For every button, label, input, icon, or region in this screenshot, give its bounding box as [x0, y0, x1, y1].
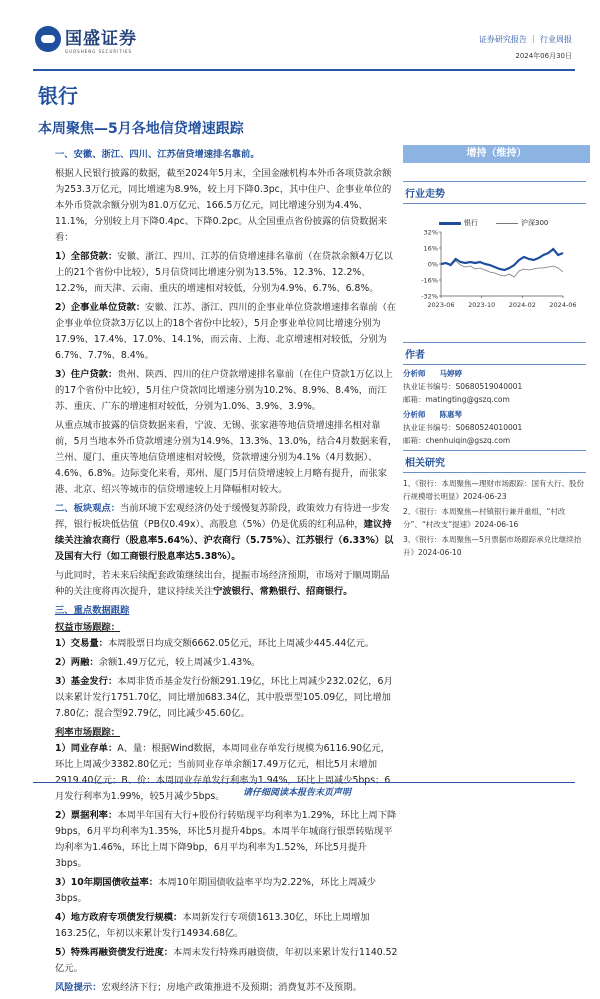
authors-list [403, 367, 590, 447]
section-1-cities: 从重点城市披露的信贷数据来看，宁波、无锡、张家港等地信贷增速排名相对靠前，5月当地本外币贷款增速分别为14.9%、13.3%、13.0%，结合4月数据来看，兰州、厦门、重庆等地信贷增速相对较慢，贷款增速分别为4.1%（4月数据）、4.6%、6.8%。边际变化来看，郑州、厦门5月信贷增速较上月略有提升，而张家港、北京、绍兴等城市的信贷增速较上月降幅相对较大。 [55, 420, 398, 495]
report-date: 2024年06月30日 [515, 52, 572, 60]
section-2-recommendation: 建议持续关注渝农商行（股息率5.64%）、沪农商行（5.75%）、江苏银行（6.33%）以及国有大行（如工商银行股息率达5.38%）。 [55, 519, 394, 562]
x-tick-label: 2023-06 [427, 301, 455, 308]
rate-item [55, 910, 398, 942]
rate-item-label: 1）同业存单： [55, 743, 118, 754]
equity-item-text: 余额1.49万亿元，较上周减少1.43%。 [98, 657, 261, 668]
section-2-label: 二、板块观点： [55, 503, 121, 514]
sidebar [403, 145, 590, 561]
loan-item-label: 2）企事业单位贷款： [55, 302, 146, 313]
chart-legend [439, 218, 590, 228]
related-report[interactable]: 1、《银行：本周聚焦—理财市场跟踪：国有大行、股份行规模增长明显》2024-06-23 [403, 479, 585, 501]
equity-item-text: 本周股票日均成交额6662.05亿元，环比上周减少445.44亿元。 [107, 638, 375, 649]
rate-item [55, 808, 398, 872]
rates-heading: 利率市场跟踪： [55, 727, 121, 738]
rate-item-text: 本周10年期国债收益率平均为2.22%，环比上周减少3bps。 [55, 877, 377, 904]
loan-item [55, 367, 398, 415]
loan-item [55, 300, 398, 364]
rating-badge: 增持（维持） [403, 145, 590, 163]
section-2-more-text: 与此同时，若未来后续配套政策继续出台，提振市场经济预期，市场对于顺周期品种的关注度将再次提升，建议持续关注 [55, 570, 390, 597]
industry-name: 银行 [38, 84, 78, 108]
risk-text: 宏观经济下行；房地产政策推进不及预期；消费复苏不及预期。 [101, 982, 362, 993]
equity-item [55, 655, 398, 671]
loan-item [55, 249, 398, 297]
x-tick-label: 2024-02 [508, 301, 536, 308]
equity-item-label: 1）交易量： [55, 638, 108, 649]
equity-item-text: 本周非货币基金发行份额291.19亿，环比上周减少232.02亿，6月以来累计发行1751.70亿，同比增加683.34亿，其中股票型105.09亿，同比增加7.80亿；混合型92.79亿，同比减少45.60亿。 [55, 676, 393, 719]
logo-subtext: GUOSHENG SECURITIES [65, 49, 133, 54]
rate-item-text: 本周新发行专项债1613.30亿，环比上周增加163.25亿，年初以来累计发行14934.68亿。 [55, 912, 370, 939]
logo-icon [35, 26, 61, 52]
loan-item-label: 1）全部贷款： [55, 251, 118, 262]
author-cert: 执业证书编号：S0680524010001 [403, 423, 523, 432]
author-role: 分析师 [403, 410, 426, 419]
rate-item-label: 5）特殊再融资债发行进度： [55, 947, 174, 958]
y-tick-label: 32% [423, 228, 438, 237]
related-report[interactable]: 3、《银行：本周聚焦—5月票据市场跟踪承兑比继续抬升》2024-06-10 [403, 535, 582, 557]
y-tick-label: -32% [421, 292, 438, 301]
footer-divider [33, 782, 575, 783]
company-logo [35, 24, 137, 54]
footer-disclaimer: 请仔细阅读本报告末页声明 [243, 788, 352, 798]
report-title: 本周聚焦—5月各地信贷增速跟踪 [38, 121, 244, 137]
x-tick-label: 2024-06 [549, 301, 577, 308]
section-2-more-picks: 宁波银行、常熟银行、招商银行。 [213, 586, 353, 597]
equity-heading: 权益市场跟踪： [55, 622, 121, 633]
series-line-bank [441, 249, 563, 270]
author-name-row [403, 367, 590, 380]
y-tick-label: -16% [421, 276, 438, 285]
loan-item-text: 安徽、江苏、浙江、四川的企事业单位贷款增速排名靠前（在企事业单位贷款3万亿以上的18个省份中比较），5月企事业单位同比增速分别为17.9%、17.4%、17.0%、14.1%，而云南、上海、北京增速相对较低，分别为6.7%、7.7%、8.4%。 [55, 302, 397, 361]
header-meta [479, 32, 572, 64]
trend-heading: 行业走势 [403, 181, 586, 204]
trend-chart [403, 228, 590, 308]
rate-item-text: A、量：根据Wind数据，本周同业存单发行规模为6116.90亿元，环比上周减少3382.80亿元；当前同业存单余额17.49万亿元，相比5月末增加2919.40亿元；B、价：本周同业存单发行利率为1.94%，环比上周减少5bps；6月发行利率为1.99%，较5月减少5bps。 [55, 743, 391, 802]
author-email[interactable]: 邮箱：matingting@gszq.com [403, 395, 510, 404]
author-name: 陈惠琴 [439, 410, 462, 419]
rate-item-label: 4）地方政府专项债发行规模： [55, 912, 183, 923]
rate-item-label: 3）10年期国债收益率： [55, 877, 159, 888]
risk-label: 风险提示： [55, 982, 102, 993]
equity-item-label: 2）两融： [55, 657, 99, 668]
section-2-more [55, 568, 398, 600]
authors-heading: 作者 [403, 342, 586, 365]
equity-item [55, 674, 398, 722]
section-2-paragraph [55, 501, 398, 565]
author-name-row [403, 408, 590, 421]
y-tick-label: 16% [423, 244, 438, 253]
author-name: 马婷婷 [439, 369, 462, 378]
section-1-intro: 根据人民银行披露的数据，截至2024年5月末，全国金融机构本外币各项贷款余额为253.3万亿元，同比增速为8.9%，较上月下降0.3pc，其中住户、企事业单位的本外币贷款余额分别为81.0万亿元、166.5万亿元，同比增速分别为4.4%、11.1%，分别较上月下降0.4pc、下降0.2pc。从全国重点省份披露的信贷数据来看： [55, 168, 392, 243]
rate-item-label: 2）票据利率： [55, 810, 118, 821]
section-2-text: 当前环境下宏观经济仍处于缓慢复苏阶段，政策效力有待进一步发挥，银行板块低估值（PB仅0.49x）、高股息（5%）仍是优质的红利品种， [55, 503, 390, 530]
report-type: 证券研究报告 ｜ 行业周报 [478, 35, 572, 44]
main-content [55, 147, 398, 999]
author-cert: 执业证书编号：S0680519040001 [403, 382, 523, 391]
rate-item-text: 本周未发行特殊再融资债，年初以来累计发行1140.52亿元。 [55, 947, 398, 974]
legend-bank: 银行 [439, 218, 478, 228]
equity-item [55, 636, 398, 652]
related-heading: 相关研究 [403, 450, 586, 473]
author-role: 分析师 [403, 369, 426, 378]
loan-item-label: 3）住户贷款： [55, 369, 118, 380]
y-tick-label: 0% [427, 260, 438, 269]
rate-item-text: 本周半年国有大行+股份行转贴现平均利率为1.29%，环比上周下降9bps，6月平均利率为1.35%，环比5月提升4bps。本周半年城商行银票转贴现平均利率为1.46%，环比上周下降9bp，6月平均利率为1.52%，环比5月提升3bps。 [55, 810, 397, 869]
section-1-heading: 一、安徽、浙江、四川、江苏信贷增速排名靠前。 [55, 149, 260, 160]
risk-warning [55, 980, 398, 996]
section-3-heading: 三、重点数据跟踪 [55, 605, 130, 616]
author-email[interactable]: 邮箱：chenhuiqin@gszq.com [403, 436, 511, 445]
rate-item [55, 875, 398, 907]
rate-item [55, 945, 398, 977]
legend-hs300: 沪深300 [496, 218, 548, 228]
related-report[interactable]: 2、《银行：本周聚焦—村镇银行兼并重组，“村改分”、“村改支”提速》2024-06-16 [403, 507, 566, 529]
related-list [403, 477, 586, 559]
loan-item-text: 贵州、陕西、四川的住户贷款增速排名靠前（在住户贷款1万亿以上的17个省份中比较），5月住户贷款同比增速分别为10.2%、8.9%、8.4%，而江苏、重庆、广东的增速相对较低，分别为1.0%、3.9%、3.9%。 [55, 369, 393, 412]
logo-text: 国盛证券 [65, 29, 137, 49]
x-tick-label: 2023-10 [468, 301, 496, 308]
header-divider [33, 69, 575, 71]
equity-item-label: 3）基金发行： [55, 676, 118, 687]
loan-item-text: 安徽、浙江、四川、江苏的信贷增速排名靠前（在贷款余额4万亿以上的21个省份中比较），5月信贷同比增速分别为13.5%、12.3%、12.2%、12.2%，而天津、云南、重庆的增速相对较低，分别为4.9%、6.7%、6.8%。 [55, 251, 393, 294]
